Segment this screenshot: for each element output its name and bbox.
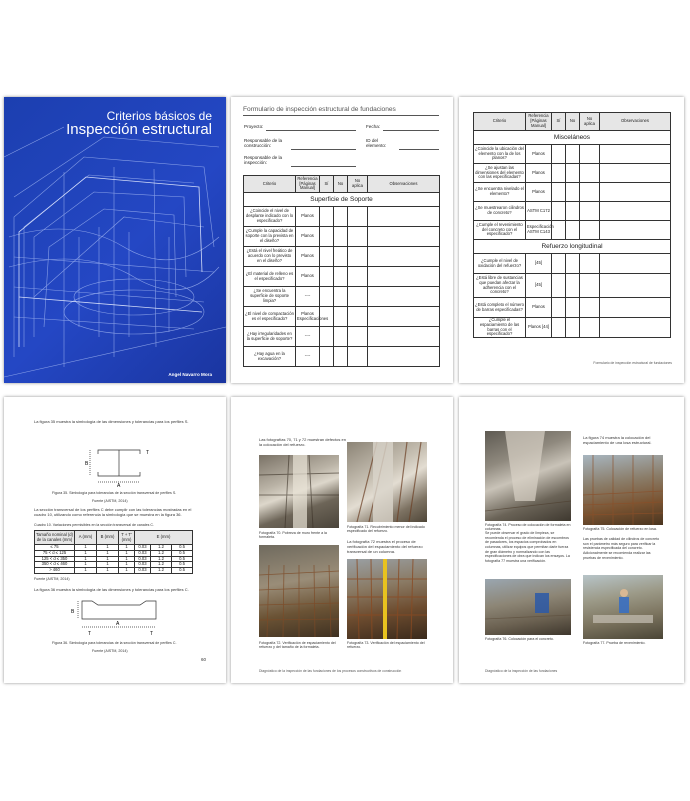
header-si: Sí	[320, 176, 334, 193]
no-aplica-checkbox[interactable]	[348, 287, 368, 307]
section-superficie: Superficie de Soporte	[244, 193, 440, 207]
no-aplica-checkbox[interactable]	[348, 327, 368, 347]
cell: 1	[119, 568, 135, 574]
no-aplica-checkbox[interactable]	[580, 145, 600, 164]
si-checkbox[interactable]	[320, 267, 334, 287]
cell: 0.5	[172, 562, 193, 568]
photo-72-caption: Fotografía 72. Verificación de espaciamiento del refuerzo y del tamaño de la formaleta.	[259, 641, 336, 650]
cell: 350 < d ≤ 460	[35, 562, 75, 568]
intro-text: Las fotografías 70, 71 y 72 muestran defectos en la colocación del refuerzo.	[259, 437, 346, 448]
photo-77-slump-test	[583, 575, 663, 639]
cover-page	[4, 97, 226, 383]
header-criterio: Criterio	[244, 176, 296, 193]
criterio-cell: ¿Está el nivel freático de acuerdo con lo previsto en el diseño?	[244, 247, 296, 267]
ref-cell: Planos	[296, 207, 320, 227]
si-checkbox[interactable]	[552, 202, 566, 221]
ref-cell: [45]	[526, 254, 552, 274]
header-referencia: Referencia [Páginas Manual]	[296, 176, 320, 193]
formwork-illustration	[259, 455, 339, 528]
cover-title-line1: Criterios básicos de	[106, 109, 212, 123]
no-aplica-checkbox[interactable]	[580, 318, 600, 338]
resp-inspeccion-line[interactable]	[291, 166, 356, 167]
rebar-grid-illustration	[259, 545, 339, 637]
photo-70-caption: Fotografía 70. Pobreza de muro frente a la formaleta.	[259, 531, 327, 540]
table-row	[244, 327, 440, 347]
cell: 0.03	[135, 550, 151, 556]
table-row	[244, 247, 440, 267]
table-row	[35, 568, 193, 574]
ref-cell: Planos Especificaciones	[296, 307, 320, 327]
cell: 1	[75, 562, 97, 568]
criterio-cell: ¿Se encuentra nivelado el elemento?	[474, 183, 526, 202]
field-id-elemento: ID del elemento:	[366, 138, 387, 148]
photo-77-caption: Fotografía 77. Prueba de revenimiento.	[583, 641, 646, 645]
column-base-illustration	[485, 431, 571, 521]
cell: 1	[119, 562, 135, 568]
ref-cell: Planos	[526, 164, 552, 183]
ref-cell: Planos	[296, 267, 320, 287]
label-t: T	[146, 450, 150, 456]
table-row	[244, 287, 440, 307]
criterio-cell: ¿El material de relleno es el especificado?	[244, 267, 296, 287]
cell: 75 < d ≤ 125	[35, 550, 75, 556]
ref-cell: Planos	[526, 183, 552, 202]
cell: 1	[97, 562, 119, 568]
cell: 1	[75, 556, 97, 562]
label-a: A	[117, 483, 121, 489]
criterio-cell: ¿Hay irregularidades en la superficie de soporte?	[244, 327, 296, 347]
si-checkbox[interactable]	[552, 274, 566, 298]
section-refuerzo: Refuerzo longitudinal	[474, 240, 671, 254]
no-checkbox[interactable]	[566, 164, 580, 183]
criterio-cell: ¿Está completo el número de barras especificadas?	[474, 298, 526, 318]
no-aplica-checkbox[interactable]	[348, 247, 368, 267]
cell: 1	[97, 550, 119, 556]
para-text: La fotografía 72 muestra el proceso de verificación del espaciamiento del refuerzo transversal de un columna.	[347, 539, 423, 555]
observaciones-cell[interactable]	[600, 202, 671, 221]
si-checkbox[interactable]	[320, 247, 334, 267]
form-title: Formulario de inspección estructural de fundaciones	[243, 106, 396, 113]
table-source: Fuente (AISTM, 2014)	[34, 577, 70, 581]
para-perfiles-c: La sección transversal de los perfiles C debe cumplir con las tolerancias mostradas en el cuadro 10, utilizando como referencia la simbología que se muestra en la figura 36.	[34, 507, 192, 518]
no-aplica-checkbox[interactable]	[580, 202, 600, 221]
cell: 1	[97, 568, 119, 574]
fig36-caption: Figura 36. Simbología para tolerancias de la sección transversal de perfiles C.	[52, 641, 177, 645]
field-proyecto: Proyecto:	[244, 124, 264, 129]
cell: 1.2	[151, 568, 172, 574]
page-footer: Diagnóstico de la inspección de las fundaciones	[485, 669, 558, 673]
observaciones-cell[interactable]	[368, 207, 440, 227]
fig36-source: Fuente (AISTM, 2014)	[92, 649, 128, 653]
header-no: No	[334, 176, 348, 193]
field-resp-inspeccion: Responsable de la inspección:	[244, 155, 283, 165]
no-checkbox[interactable]	[334, 267, 348, 287]
no-checkbox[interactable]	[334, 247, 348, 267]
ref-cell: ASTM C172	[526, 202, 552, 221]
si-checkbox[interactable]	[552, 183, 566, 202]
si-checkbox[interactable]	[320, 227, 334, 247]
proyecto-line[interactable]	[266, 130, 356, 131]
ref-cell: Planos	[296, 227, 320, 247]
criterio-cell: ¿Coincide la ubicación del elemento con la de los planos?	[474, 145, 526, 164]
cell: ≤ 75	[35, 545, 75, 551]
no-checkbox[interactable]	[334, 287, 348, 307]
table-row	[474, 298, 671, 318]
criterio-cell: ¿Cumple el espaciamiento de las barras con el especificado?	[474, 318, 526, 338]
observaciones-cell[interactable]	[600, 145, 671, 164]
si-checkbox[interactable]	[552, 254, 566, 274]
header-no-aplica: No aplica	[580, 113, 600, 131]
no-aplica-checkbox[interactable]	[348, 207, 368, 227]
cell: 1.2	[151, 556, 172, 562]
no-checkbox[interactable]	[334, 327, 348, 347]
para-text-2: Las pruebas de calidad de cilindros de concreto son el parámetro más seguro para verificar la resistencia especificada del concreto. Adicionalmente se recomienda realizar las pruebas de revenimiento.	[583, 537, 660, 560]
table-row	[474, 274, 671, 298]
photo-75-slab-rebar	[583, 455, 663, 525]
no-aplica-checkbox[interactable]	[348, 347, 368, 367]
table-row	[244, 267, 440, 287]
si-checkbox[interactable]	[320, 287, 334, 307]
cell: 1	[75, 550, 97, 556]
table-row	[474, 221, 671, 240]
ref-cell: Planos	[526, 298, 552, 318]
header-criterio: Criterio	[474, 113, 526, 131]
label-t2: T	[88, 631, 92, 637]
observaciones-cell[interactable]	[600, 221, 671, 240]
photos-page-2	[459, 397, 684, 683]
table-row	[244, 307, 440, 327]
photo-72-rebar-grid	[259, 545, 339, 637]
cell: 1	[97, 556, 119, 562]
slab-rebar-illustration	[583, 455, 663, 525]
tape-measure-illustration	[347, 559, 427, 639]
col-tamano: Tamaño nominal (d) de la canales (mm)	[35, 531, 75, 545]
observaciones-cell[interactable]	[600, 183, 671, 202]
si-checkbox[interactable]	[320, 347, 334, 367]
col-t: T + T' (mm)	[119, 531, 135, 545]
no-aplica-checkbox[interactable]	[580, 298, 600, 318]
si-checkbox[interactable]	[320, 207, 334, 227]
header-no: No	[566, 113, 580, 131]
ref-cell: ----	[296, 287, 320, 307]
no-aplica-checkbox[interactable]	[580, 274, 600, 298]
table-title: Cuadro 10. Variaciones permisibles en la sección transversal de canales C.	[34, 523, 154, 527]
page-footer: Formulario de inspección estructural de fundaciones	[593, 361, 672, 365]
cover-author: Angel Navarro Mora	[168, 372, 212, 377]
si-checkbox[interactable]	[552, 145, 566, 164]
table-row	[474, 318, 671, 338]
form-page-2	[459, 97, 684, 383]
no-checkbox[interactable]	[566, 145, 580, 164]
ref-cell: Planos [44]	[526, 318, 552, 338]
no-checkbox[interactable]	[566, 318, 580, 338]
photo-71-caption: Fotografía 71. Recubrimiento menor del indicado especificado del refuerzo.	[347, 525, 425, 534]
header-referencia: Referencia [Páginas Manual]	[526, 113, 552, 131]
tolerance-table	[34, 530, 193, 574]
field-fecha: Fecha:	[366, 124, 381, 129]
no-checkbox[interactable]	[334, 307, 348, 327]
col-a: A (mm)	[75, 531, 97, 545]
cell: 1	[119, 545, 135, 551]
observaciones-cell[interactable]	[368, 347, 440, 367]
no-checkbox[interactable]	[334, 207, 348, 227]
criterio-cell: ¿Hay agua en la excavación?	[244, 347, 296, 367]
id-elemento-line[interactable]	[399, 149, 439, 150]
no-checkbox[interactable]	[334, 347, 348, 367]
observaciones-cell[interactable]	[368, 267, 440, 287]
label-a2: A	[116, 621, 120, 627]
observaciones-cell[interactable]	[368, 227, 440, 247]
cell: 1	[119, 550, 135, 556]
form-page-1	[231, 97, 453, 383]
para-fig36: La figura 36 muestra la simbología de las dimensiones y tolerancias para los perfiles C.	[34, 587, 189, 592]
si-checkbox[interactable]	[320, 327, 334, 347]
table-row	[474, 254, 671, 274]
photo-75-caption: Fotografía 75. Colocación de refuerzo en losa.	[583, 527, 657, 531]
resp-construccion-line[interactable]	[291, 149, 356, 150]
header-observaciones: Observaciones	[368, 176, 440, 193]
table-row	[474, 164, 671, 183]
s-profile-diagram	[84, 440, 164, 488]
page-number: 60	[200, 657, 206, 662]
no-checkbox[interactable]	[566, 254, 580, 274]
no-checkbox[interactable]	[566, 298, 580, 318]
fig35-source: Fuente (AISTM, 2014)	[92, 499, 128, 503]
table-row	[244, 207, 440, 227]
no-checkbox[interactable]	[566, 274, 580, 298]
criterio-cell: ¿Coincide el nivel de desplante indicado con lo especificado?	[244, 207, 296, 227]
cell: 1	[119, 556, 135, 562]
observaciones-cell[interactable]	[600, 318, 671, 338]
observaciones-cell[interactable]	[368, 307, 440, 327]
observaciones-cell[interactable]	[368, 327, 440, 347]
cell: 0.5	[172, 556, 193, 562]
no-aplica-checkbox[interactable]	[580, 164, 600, 183]
fig35-caption: Figura 35. Simbología para tolerancias de la sección transversal de perfiles S.	[52, 491, 177, 495]
no-checkbox[interactable]	[334, 227, 348, 247]
col-e: E (mm)	[135, 531, 193, 545]
ref-cell: Planos	[526, 145, 552, 164]
no-aplica-checkbox[interactable]	[348, 267, 368, 287]
criterio-cell: ¿Se encuentra la superficie de soporte limpia?	[244, 287, 296, 307]
table-row	[474, 202, 671, 221]
cell: 125 < d ≤ 350	[35, 556, 75, 562]
c-profile-diagram	[70, 595, 166, 639]
photo-70-formwork	[259, 455, 339, 528]
cell: 1	[75, 545, 97, 551]
observaciones-cell[interactable]	[368, 287, 440, 307]
criterio-cell: ¿Cumple la capacidad de soporte con la prevista en el diseño?	[244, 227, 296, 247]
cover-title-line2: Inspección estructural	[66, 121, 212, 138]
slump-test-illustration	[583, 575, 663, 639]
cell: 0.5	[172, 550, 193, 556]
cell: 0.03	[135, 556, 151, 562]
cell: 0.03	[135, 545, 151, 551]
no-aplica-checkbox[interactable]	[348, 227, 368, 247]
criterio-cell: ¿Cumple el nivel de oxidación del refuerzo?	[474, 254, 526, 274]
si-checkbox[interactable]	[552, 298, 566, 318]
rebar-column-illustration	[347, 442, 427, 522]
table-row	[244, 227, 440, 247]
photo-74-column-base	[485, 431, 571, 521]
cell: > 460	[35, 568, 75, 574]
right-text: La figura 74 muestra la colocación del espaciamiento de una losa estructural.	[583, 435, 652, 446]
profiles-page	[4, 397, 226, 683]
cell: 1	[97, 545, 119, 551]
label-b: B	[85, 461, 89, 467]
fecha-line[interactable]	[383, 130, 439, 131]
si-checkbox[interactable]	[552, 318, 566, 338]
title-underline	[243, 115, 439, 116]
para-text: Se puede observar el grado de limpieza, se recomienda el proceso de eliminación de escombros de pasadores, los espacios comprobados en columnas, utilizar equipos que permitan darle fuerza de gran diámetro y normalizando con las especificaciones de obra que indican los ensayos. La fotografía 77 muestra una verificación.	[485, 531, 570, 564]
observaciones-cell[interactable]	[600, 274, 671, 298]
cell: 0.03	[135, 562, 151, 568]
no-aplica-checkbox[interactable]	[348, 307, 368, 327]
page-footer: Diagnóstico de la inspección de las fundaciones de los procesos constructivos de construcción	[259, 669, 402, 673]
ref-cell: [45]	[526, 274, 552, 298]
header-si: Sí	[552, 113, 566, 131]
photo-73-spacing-check	[347, 559, 427, 639]
criterio-cell: ¿Cumple el revenimiento del concreto con el especificado?	[474, 221, 526, 240]
photo-76-caption: Fotografía 76. Colocación para el concreto.	[485, 637, 554, 641]
section-miscelaneos: Misceláneos	[474, 131, 671, 145]
observaciones-cell[interactable]	[600, 298, 671, 318]
ref-cell: ----	[296, 347, 320, 367]
no-aplica-checkbox[interactable]	[580, 254, 600, 274]
cell: 0.03	[135, 568, 151, 574]
photos-page-1	[231, 397, 453, 683]
criterio-cell: ¿Se muestrearon cilindros de concreto?	[474, 202, 526, 221]
header-no-aplica: No aplica	[348, 176, 368, 193]
criterio-cell: ¿Está libre de sustancias que puedan afectar la adherencia con el concreto?	[474, 274, 526, 298]
col-b: B (mm)	[97, 531, 119, 545]
photo-73-caption: Fotografía 73. Verificación del espaciamiento del refuerzo.	[347, 641, 425, 650]
cell: 1.2	[151, 550, 172, 556]
ref-cell: Planos	[296, 247, 320, 267]
table-row	[244, 347, 440, 367]
photo-71-column	[347, 442, 427, 522]
cell: 0.5	[172, 568, 193, 574]
intro-text: La figura 35 muestra la simbología de las dimensiones y tolerancias para los perfiles S.	[34, 419, 189, 424]
criterio-cell: ¿El nivel de compactación es el especificado?	[244, 307, 296, 327]
inspection-table-2	[473, 112, 671, 338]
no-checkbox[interactable]	[566, 183, 580, 202]
ref-cell: Especificación ASTM C143	[526, 221, 552, 240]
observaciones-cell[interactable]	[600, 164, 671, 183]
inspection-table-1	[243, 175, 440, 367]
observaciones-cell[interactable]	[600, 254, 671, 274]
label-b2: B	[71, 609, 75, 615]
no-aplica-checkbox[interactable]	[580, 183, 600, 202]
cell: 1.2	[151, 545, 172, 551]
no-checkbox[interactable]	[566, 202, 580, 221]
si-checkbox[interactable]	[552, 164, 566, 183]
label-t3: T	[150, 631, 154, 637]
photo-74-caption: Fotografía 74. Proceso de colocación de formaleta en columnas.	[485, 523, 571, 532]
observaciones-cell[interactable]	[368, 247, 440, 267]
no-checkbox[interactable]	[566, 221, 580, 240]
photo-76-concrete	[485, 579, 571, 635]
no-aplica-checkbox[interactable]	[580, 221, 600, 240]
field-resp-construccion: Responsable de la construcción:	[244, 138, 283, 148]
ref-cell: ----	[296, 327, 320, 347]
criterio-cell: ¿Se ajustan las dimensiones del elemento con las especificadas?	[474, 164, 526, 183]
wireframe-building-illustration	[4, 97, 226, 383]
table-row	[474, 145, 671, 164]
cell: 1.2	[151, 562, 172, 568]
header-observaciones: Observaciones	[600, 113, 671, 131]
cell: 0.5	[172, 545, 193, 551]
cell: 1	[75, 568, 97, 574]
table-row	[474, 183, 671, 202]
concrete-pour-illustration	[485, 579, 571, 635]
